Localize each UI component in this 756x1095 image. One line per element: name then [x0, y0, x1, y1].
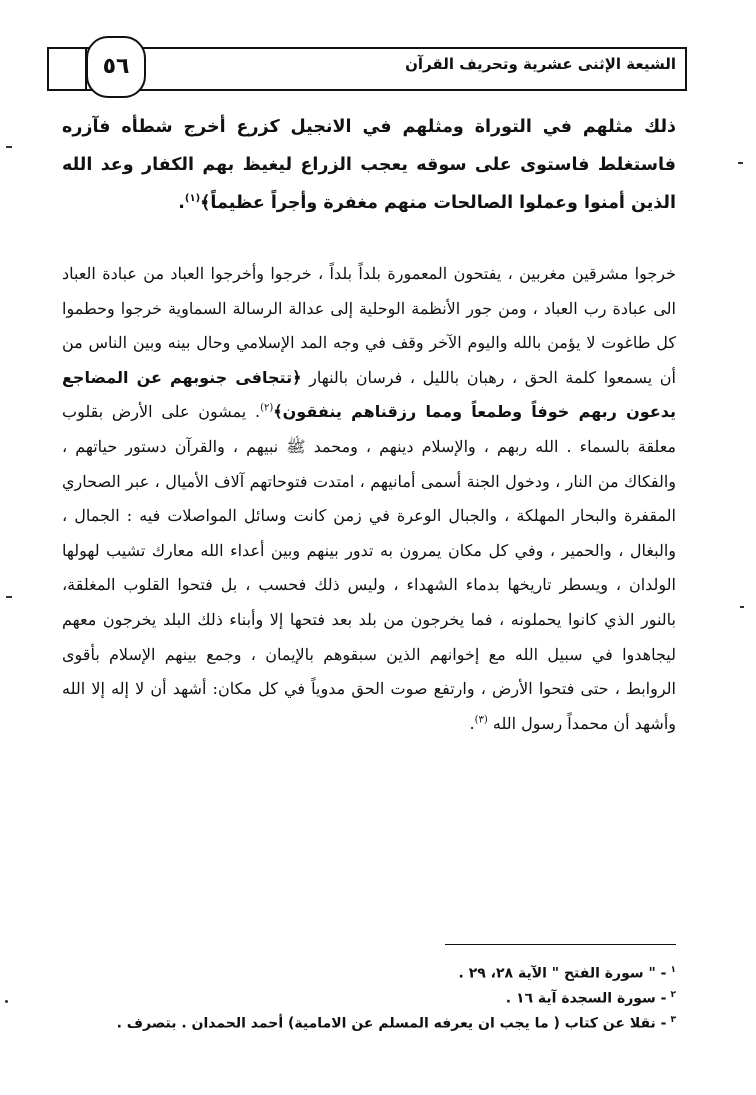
footnote-item [62, 958, 676, 983]
footnote-item [62, 983, 676, 1008]
page-header-title: الشيعة الإثنى عشرية وتحريف القرآن [405, 55, 676, 73]
verse-footnote-ref: (٢) [260, 403, 274, 415]
quote-text: ذلك مثلهم في التوراة ومثلهم في الانجيل كزرع أخرج شطأه فآزره فاستغلط فاستوى على سوقه يعجب الزراع ليغيظ بهم الكفار وعد الله الذين أمنوا وعملوا الصالحات منهم مغفرة وأجراً عظيماً﴾ [62, 117, 676, 213]
quote-end: . [178, 193, 185, 213]
footnote-rule [445, 944, 676, 945]
quranic-quote [62, 108, 676, 222]
body-verse: ﴿تتجافى جنوبهم عن المضاجع يدعون ربهم خوفاً وطمعاً ومما رزقناهم ينفقون﴾ [62, 367, 676, 422]
body-end: . [469, 713, 475, 733]
scan-mark [740, 606, 744, 608]
footnote-item [62, 1008, 676, 1033]
body-part1: خرجوا مشرقين مغربين ، يفتحون المعمورة بلداً بلداً ، خرجوا وأخرجوا العباد من عبادة العباد الى عبادة رب العباد ، ومن جور الأنظمة الوحلية إلى عدالة الرسالة السماوية خرجوا وحطموا كل طاغوت لا يؤمن بالله واليوم الآخر وقف في وجه المد الإسلامي وحال بينه وبين الناس من أن يسمعوا كلمة الحق ، رهبان بالليل ، فرسان بالنهار [62, 264, 676, 387]
footnote-text: - نقلا عن كتاب ( ما يجب ان يعرفه المسلم عن الامامية) أحمد الحمدان . بتصرف . [116, 1015, 667, 1032]
scan-mark [6, 596, 12, 598]
body-footnote-ref: (٣) [474, 714, 488, 726]
scan-mark [5, 1000, 8, 1003]
footnote-number: ٣ [670, 1015, 676, 1025]
scan-mark [6, 146, 12, 148]
footnote-text: - سورة السجدة آية ١٦ . [505, 990, 667, 1007]
header-left-box [47, 47, 87, 91]
body-paragraph [62, 257, 676, 741]
footnote-number: ١ [670, 965, 676, 975]
footnotes [62, 958, 676, 1033]
body-part2: . يمشون على الأرض بقلوب معلقة بالسماء . الله ربهم ، والإسلام دينهم ، ومحمد ﷺ نبيهم ، والقرآن دستور حياتهم ، والفكاك من النار ، ودخول الجنة أسمى أمانيهم ، امتدت فتوحاتهم آلاف الأميال ، عبر الصحاري المقفرة والبحار المهلكة ، والجبال الوعرة في زمن كانت وسائل المواصلات فيه : الجمال ، والبغال ، والحمير ، وفي كل مكان يمرون به تدور بينهم وبين أعداء الله معارك تشيب لهولها الولدان ، ويسطر تاريخها بدماء الشهداء ، وليس ذلك فحسب ، بل فتحوا القلوب المغلقة، بالنور الذي كانوا يحملونه ، فما يخرجون من بلد بعد فتحها إلا وأبناء ذلك البلد يخرجون معهم ليجاهدوا في سبيل الله مع إخوانهم الذين سبقوهم بالإيمان ، وجمع بينهم الإسلام بأقوى الروابط ، حتى فتحوا الأرض ، وارتفع صوت الحق مدوياً في كل مكان: أشهد أن لا إله إلا الله وأشهد أن محمداً رسول الله [62, 402, 677, 733]
footnote-text: - " سورة الفتح " الآية ٢٨، ٢٩ . [458, 965, 667, 982]
scan-mark [738, 162, 743, 164]
page-number: ٥٦ [86, 36, 146, 98]
footnote-number: ٢ [670, 990, 676, 1000]
quote-footnote-ref: (١) [184, 193, 201, 205]
